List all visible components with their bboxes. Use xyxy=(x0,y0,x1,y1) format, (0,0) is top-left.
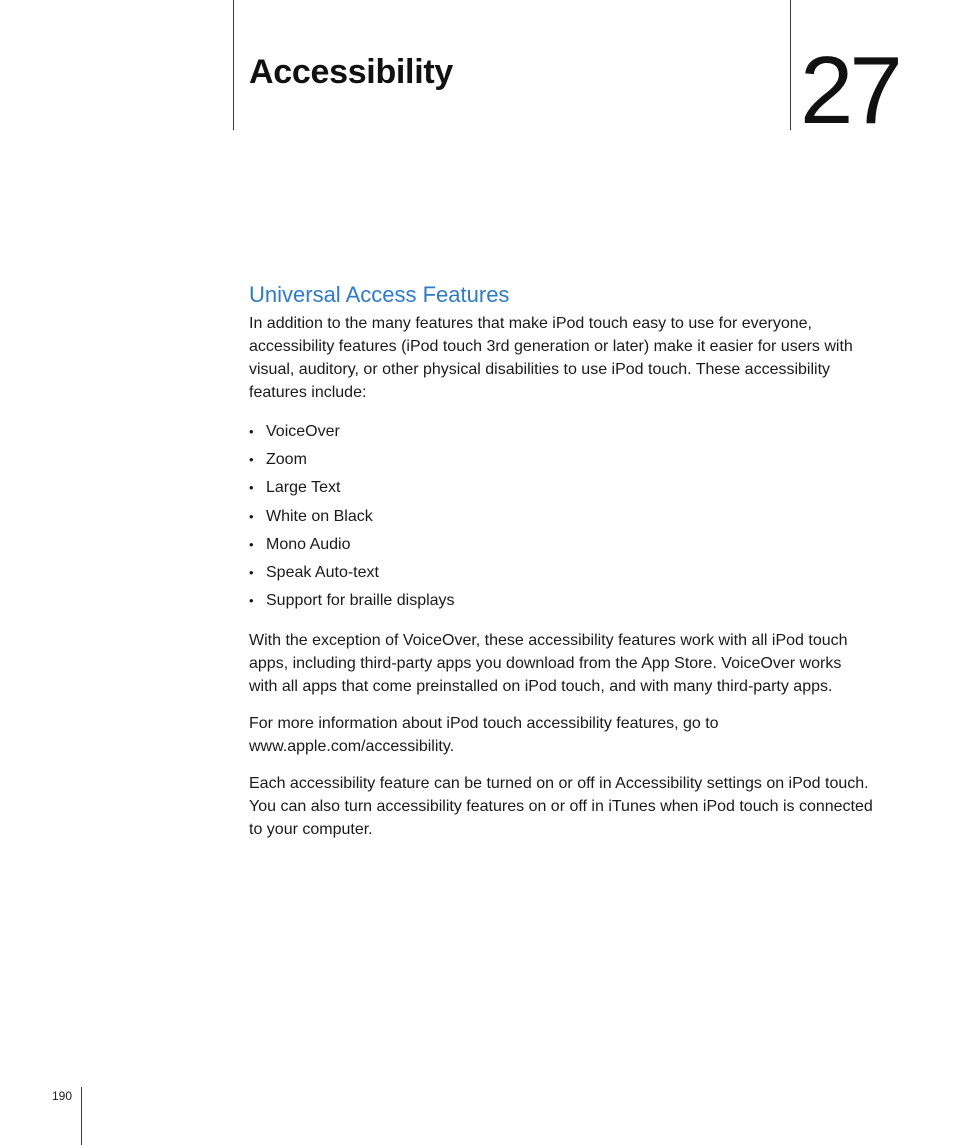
bullet-icon: • xyxy=(249,593,254,609)
list-item xyxy=(249,418,874,446)
bullet-icon: • xyxy=(249,424,254,439)
feature-label: VoiceOver xyxy=(266,423,340,440)
feature-list xyxy=(249,418,874,615)
bullet-icon: • xyxy=(249,452,254,468)
footer-rule xyxy=(81,1087,82,1145)
feature-label: Large Text xyxy=(266,479,341,497)
chapter-number: 27 xyxy=(800,37,899,144)
bullet-icon: • xyxy=(249,536,254,552)
feature-label: Speak Auto-text xyxy=(266,564,379,582)
list-item xyxy=(249,474,874,502)
feature-label: Support for braille displays xyxy=(266,592,455,610)
feature-label: White on Black xyxy=(266,507,373,525)
settings-paragraph: Each accessibility feature can be turned on or off in Accessibility settings on iPod touch. You can also turn accessibility features on or off in iTunes when iPod touch is connected to your computer. xyxy=(249,775,873,839)
list-item xyxy=(249,587,874,615)
chapter-title: Accessibility xyxy=(249,53,453,91)
list-item xyxy=(249,503,874,531)
voiceover-paragraph: With the exception of VoiceOver, these accessibility features work with all iPod touch apps, including third-party apps you download from the App Store. VoiceOver works with all apps that come preinstalled on iPod touch, and with many third-party apps. xyxy=(249,632,848,696)
list-item xyxy=(249,531,874,559)
feature-label: Mono Audio xyxy=(266,535,351,553)
page-number: 190 xyxy=(52,1089,73,1103)
main-content xyxy=(249,280,874,855)
chapter-left-rule xyxy=(233,0,234,130)
more-info-paragraph: For more information about iPod touch accessibility features, go to www.apple.com/accessibility. xyxy=(249,715,719,756)
section-title: Universal Access Features xyxy=(249,282,510,307)
bullet-icon: • xyxy=(249,508,254,524)
chapter-number-rule xyxy=(790,0,791,130)
feature-label: Zoom xyxy=(266,451,307,469)
list-item xyxy=(249,446,874,474)
list-item xyxy=(249,559,874,587)
bullet-icon: • xyxy=(249,565,254,581)
intro-paragraph: In addition to the many features that make iPod touch easy to use for everyone, accessibility features (iPod touch 3rd generation or later) make it easier for users with visual, auditory, or other physical disabilities to use iPod touch. These accessibility features include: xyxy=(249,315,853,401)
bullet-icon: • xyxy=(249,480,254,496)
